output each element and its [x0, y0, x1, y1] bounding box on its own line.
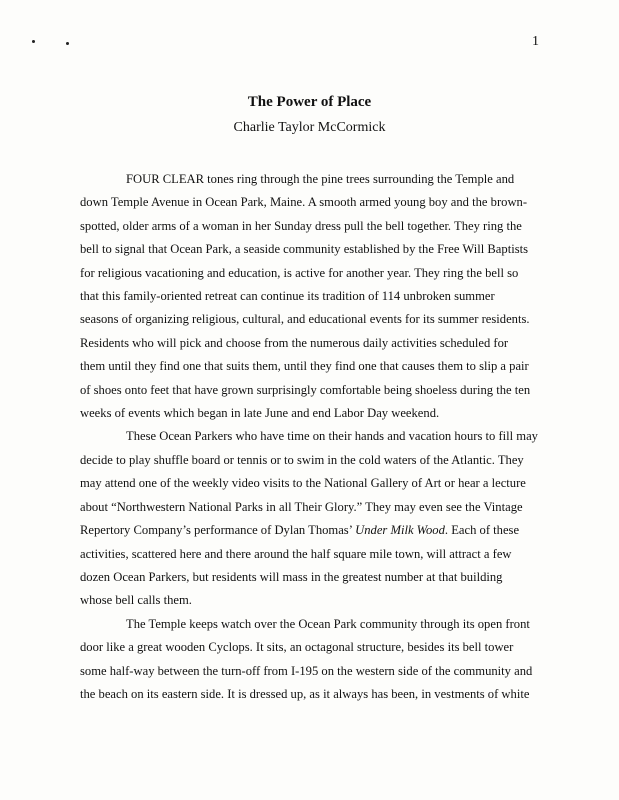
- text-line: of shoes onto feet that have grown surprisingly comfortable being shoeless during the ten: [80, 382, 531, 397]
- text-segment: Repertory Company’s performance of Dylan Thomas’: [80, 523, 356, 538]
- text-line: whose bell calls them.: [80, 593, 192, 608]
- text-line: dozen Ocean Parkers, but residents will mass in the greatest number at that building: [80, 569, 503, 584]
- author-byline: Charlie Taylor McCormick: [233, 120, 386, 135]
- scan-speck: [66, 42, 69, 45]
- text-line: may attend one of the weekly video visits to the National Gallery of Art or hear a lecture: [80, 476, 526, 491]
- text-line: about “Northwestern National Parks in all Their Glory.” They may even see the Vintage: [80, 499, 523, 514]
- text-line: for religious vacationing and education, is active for another year. They ring the bell so: [80, 265, 519, 280]
- document-title: The Power of Place: [247, 94, 372, 110]
- text-line: decide to play shuffle board or tennis or to swim in the cold waters of the Atlantic. They: [80, 452, 524, 467]
- text-line: FOUR CLEAR tones ring through the pine trees surrounding the Temple and: [126, 172, 515, 186]
- scan-speck: [32, 40, 35, 43]
- page-number: 1: [532, 34, 539, 49]
- text-line: some half-way between the turn-off from I-195 on the western side of the community and: [80, 663, 533, 678]
- text-line: down Temple Avenue in Ocean Park, Maine. A smooth armed young boy and the brown-: [80, 195, 528, 210]
- text-line: activities, scattered here and there around the half square mile town, will attract a few: [80, 546, 512, 561]
- text-line: seasons of organizing religious, cultural, and educational events for its summer residents.: [80, 312, 530, 327]
- play-title: Under Milk Wood: [355, 523, 445, 538]
- text-segment: . Each of these: [444, 523, 520, 538]
- text-line: These Ocean Parkers who have time on their hands and vacation hours to fill may: [126, 429, 538, 444]
- text-line: door like a great wooden Cyclops. It sits, an octagonal structure, besides its bell tower: [80, 640, 514, 655]
- text-line: them until they find one that suits them, until they find one that causes them to slip a pair: [80, 359, 529, 374]
- body-text: [80, 168, 550, 706]
- text-line: bell to signal that Ocean Park, a seaside community established by the Free Will Baptists: [80, 242, 528, 257]
- text-line: Residents who will pick and choose from the numerous daily activities scheduled for: [80, 335, 509, 350]
- text-line: the beach on its eastern side. It is dressed up, as it always has been, in vestments of white: [80, 686, 530, 701]
- text-line: that this family-oriented retreat can continue its tradition of 114 unbroken summer: [80, 289, 495, 304]
- text-line: The Temple keeps watch over the Ocean Park community through its open front: [126, 616, 530, 631]
- text-line: [80, 519, 550, 542]
- text-line: weeks of events which began in late June and end Labor Day weekend.: [80, 406, 440, 421]
- text-line: spotted, older arms of a woman in her Sunday dress pull the bell together. They ring the: [80, 218, 522, 233]
